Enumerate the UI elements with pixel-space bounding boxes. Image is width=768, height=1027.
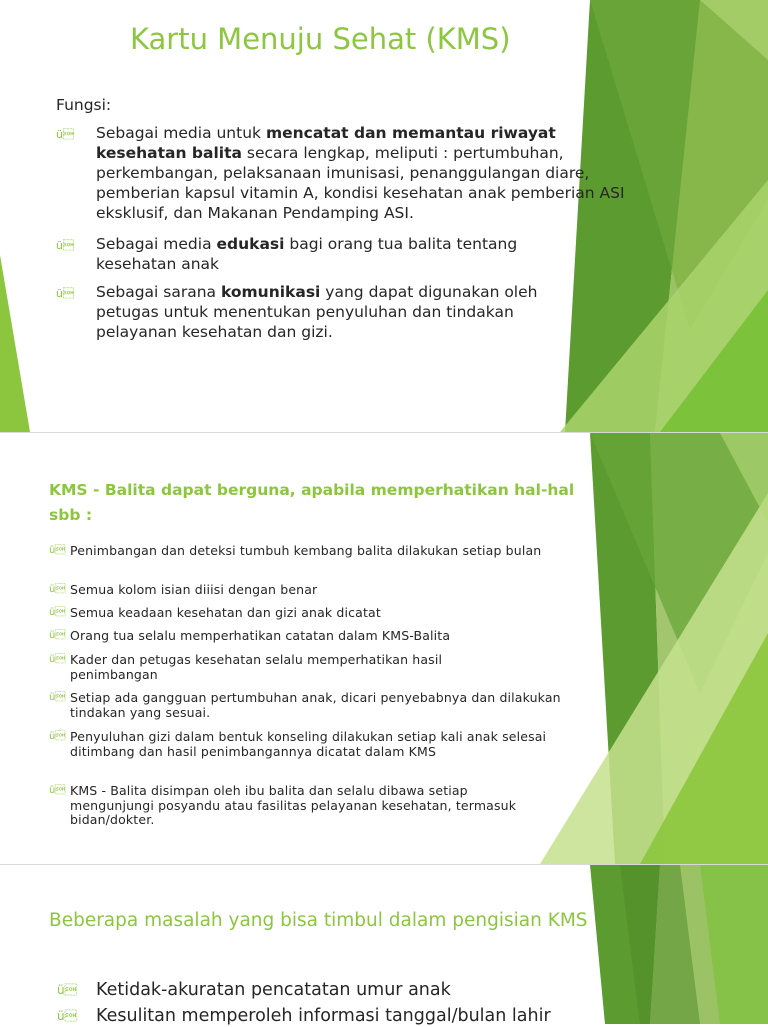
fungsi-label: Fungsi: — [56, 96, 112, 114]
list-item: Ketidak-akuratan pencatatan umur anak — [96, 980, 451, 1000]
bullet-icon: ü — [49, 692, 66, 703]
list-item: Penyuluhan gizi dalam bentuk konseling dilakukan setiap kali anak selesai ditimbang dan hasil penimbangannya dicatat dalam KMS — [70, 729, 547, 759]
list-item: Sebagai media untuk mencatat dan memantau riwayat kesehatan balita secara lengkap, meliputi : pertumbuhan, perkembangan, pelaksanaan imunisasi, penanggulangan diare, pemberian kapsul vitamin A, kondisi kesehatan anak pemberian ASI eksklusif, dan Makanan Pendamping ASI. — [96, 124, 625, 222]
list-item: Semua kolom isian diiisi dengan benar — [70, 582, 318, 597]
bullet-icon: ü — [57, 1009, 77, 1023]
slide-3-title: Beberapa masalah yang bisa timbul dalam pengisian KMS — [49, 910, 588, 931]
bullet-icon: ü — [56, 239, 74, 252]
list-item: Orang tua selalu memperhatikan catatan dalam KMS-Balita — [70, 628, 451, 643]
bullet-icon: ü — [56, 287, 74, 300]
slide-1 — [0, 0, 768, 432]
bullet-icon: ü — [49, 584, 66, 595]
list-item: Semua keadaan kesehatan dan gizi anak dicatat — [70, 605, 381, 620]
slide-1-title: Kartu Menuju Sehat (KMS) — [130, 22, 511, 56]
slide-2-title: KMS - Balita dapat berguna, apabila memperhatikan hal-hal sbb : — [49, 481, 575, 524]
bullet-icon: ü — [49, 654, 66, 665]
bullet-icon: ü — [49, 545, 66, 556]
bullet-icon: ü — [57, 983, 77, 997]
bullet-icon: ü — [56, 128, 74, 141]
bullet-icon: ü — [49, 607, 66, 618]
list-item: Sebagai sarana komunikasi yang dapat digunakan oleh petugas untuk menentukan penyuluhan dan tindakan pelayanan kesehatan dan gizi. — [96, 283, 538, 341]
list-item: Kesulitan memperoleh informasi tanggal/bulan lahir — [96, 1006, 551, 1026]
bullet-icon: ü — [49, 731, 66, 742]
list-item: Setiap ada gangguan pertumbuhan anak, dicari penyebabnya dan dilakukan tindakan yang sesuai. — [70, 690, 561, 720]
bullet-icon: ü — [49, 630, 66, 641]
list-item: Penimbangan dan deteksi tumbuh kembang balita dilakukan setiap bulan — [70, 543, 542, 558]
list-item: KMS - Balita disimpan oleh ibu balita dan selalu dibawa setiap mengunjungi posyandu atau fasilitas pelayanan kesehatan, termasuk bidan/dokter. — [70, 783, 517, 827]
list-item: Kader dan petugas kesehatan selalu memperhatikan hasil penimbangan — [70, 652, 443, 682]
bullet-icon: ü — [49, 785, 66, 796]
list-item: Sebagai media edukasi bagi orang tua balita tentang kesehatan anak — [96, 235, 518, 273]
